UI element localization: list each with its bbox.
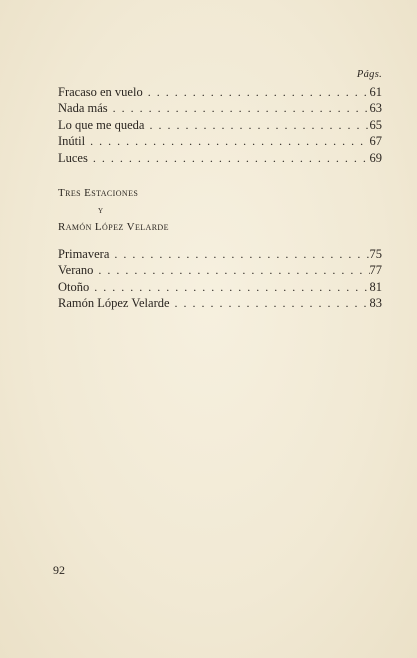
toc-entry xyxy=(58,133,382,149)
dot-leader xyxy=(109,246,369,262)
dot-leader xyxy=(93,262,369,278)
toc-entry-title: Lo que me queda xyxy=(58,117,145,132)
toc-entry xyxy=(58,84,382,100)
toc-entry-title: Ramón López Velarde xyxy=(58,296,170,311)
toc-entry-title: Inútil xyxy=(58,134,86,149)
toc-entry xyxy=(58,100,382,116)
toc-entry-page: 77 xyxy=(369,263,382,278)
toc-entry-title: Luces xyxy=(58,150,88,165)
dot-leader xyxy=(108,100,370,116)
page-number: 92 xyxy=(53,563,65,577)
toc-entry-title: Verano xyxy=(58,263,94,278)
toc-entry-page: 75 xyxy=(369,247,382,261)
toc-entry-page: 61 xyxy=(369,85,382,99)
pages-column-label: Págs. xyxy=(356,69,382,80)
toc-entry xyxy=(58,279,382,295)
dot-leader xyxy=(144,117,369,133)
toc-entry xyxy=(58,262,382,278)
toc-entry-page: 69 xyxy=(369,150,382,165)
toc-entry-page: 81 xyxy=(369,279,382,294)
dot-leader xyxy=(170,295,370,311)
toc-entry xyxy=(58,295,382,311)
dot-leader xyxy=(89,279,369,295)
section-heading-line3: Ramón López Velarde xyxy=(58,221,169,233)
dot-leader xyxy=(143,84,370,100)
toc-list-first xyxy=(58,84,382,166)
toc-entry-page: 83 xyxy=(369,296,382,311)
toc-entry xyxy=(58,117,382,133)
toc-entry-page: 63 xyxy=(369,101,382,116)
toc-entry-title: Nada más xyxy=(58,101,108,116)
section-heading-line2: y xyxy=(98,205,104,216)
dot-leader xyxy=(85,133,369,149)
section-heading-line1: Tres Estaciones xyxy=(58,187,139,199)
toc-entry-title: Fracaso en vuelo xyxy=(58,85,143,99)
toc-entry-title: Primavera xyxy=(58,247,110,261)
toc-entry-page: 65 xyxy=(369,117,382,132)
toc-entry-title: Otoño xyxy=(58,279,90,294)
toc-entry-page: 67 xyxy=(369,134,382,149)
dot-leader xyxy=(88,150,370,166)
toc-list-second xyxy=(58,246,382,312)
toc-entry xyxy=(58,246,382,262)
toc-entry xyxy=(58,150,382,166)
